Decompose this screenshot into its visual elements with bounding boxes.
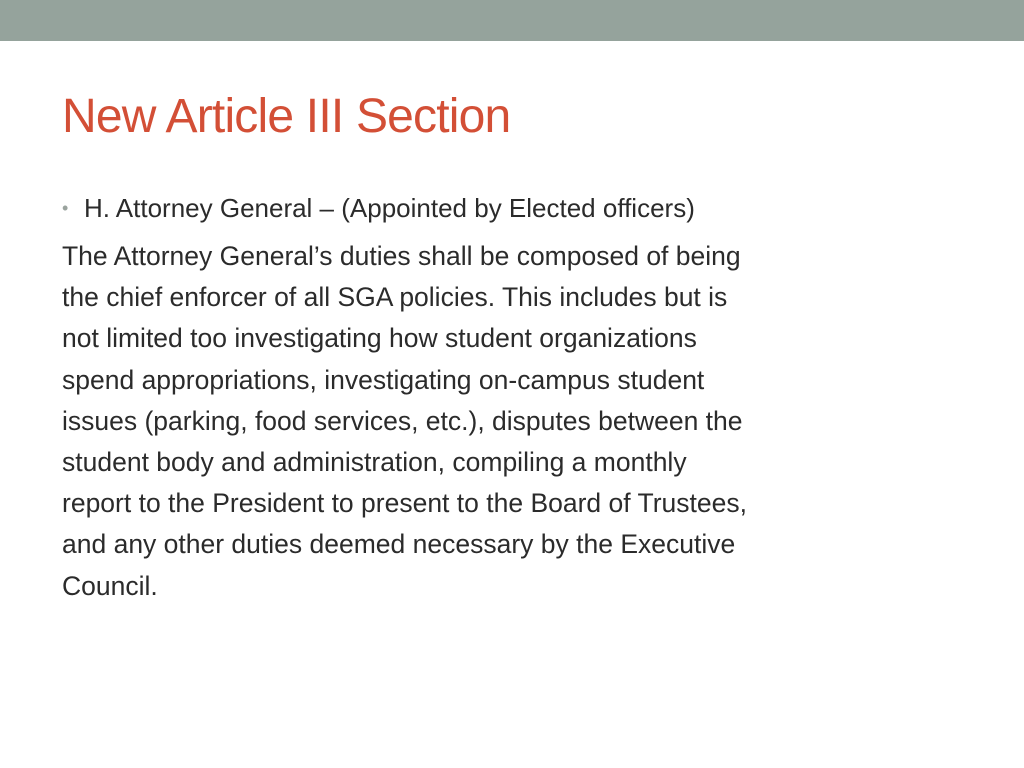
body-line: The Attorney General’s duties shall be composed of being [62,241,741,271]
body-line: the chief enforcer of all SGA policies. This includes but is [62,282,728,313]
bullet-item [62,188,962,228]
top-accent-bar [0,0,1024,41]
body-line: issues (parking, food services, etc.), disputes between the [62,405,743,436]
bullet-text: H. Attorney General – (Appointed by Elected officers) [84,193,695,223]
body-line: and any other duties deemed necessary by the Executive [62,529,736,560]
body-line: student body and administration, compiling a monthly [62,447,687,478]
slide-title: New Article III Section [62,90,511,143]
body-line: not limited too investigating how student organizations [62,323,697,354]
body-paragraph [62,236,952,607]
body-line: Council. [62,570,158,601]
body-line: report to the President to present to the Board of Trustees, [62,488,747,519]
body-line: spend appropriations, investigating on-campus student [62,364,705,395]
bullet-marker: • [62,198,69,218]
